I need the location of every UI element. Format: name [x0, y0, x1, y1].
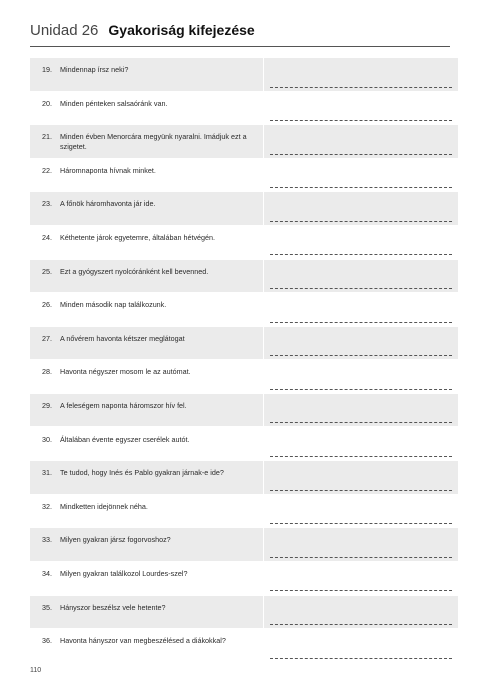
answer-area[interactable]: [263, 92, 458, 125]
exercise-number: 21.: [42, 132, 52, 142]
exercise-prompt: [30, 495, 263, 528]
answer-area[interactable]: [263, 327, 458, 360]
exercise-number: 29.: [42, 400, 52, 410]
answer-line: [270, 422, 452, 423]
answer-line: [270, 322, 452, 323]
answer-line: [270, 120, 452, 121]
exercise-prompt: [30, 58, 263, 91]
exercise-prompt: [30, 159, 263, 192]
exercise-row: [30, 293, 458, 326]
exercise-number: 32.: [42, 501, 52, 511]
exercise-sentence: Mindennap írsz neki?: [60, 65, 129, 74]
exercise-sentence: Te tudod, hogy Inés és Pablo gyakran járnak-e ide?: [60, 468, 224, 478]
answer-area[interactable]: [263, 293, 458, 326]
exercise-number: 20.: [42, 98, 52, 108]
exercise-row: [30, 159, 458, 192]
answer-area[interactable]: [263, 360, 458, 393]
exercise-sentence: Milyen gyakran jársz fogorvoshoz?: [60, 535, 171, 545]
answer-area[interactable]: [263, 596, 458, 629]
answer-line: [270, 187, 452, 188]
exercise-number: 28.: [42, 367, 52, 377]
answer-area[interactable]: [263, 428, 458, 461]
exercise-prompt: [30, 360, 263, 393]
exercise-row: [30, 562, 458, 595]
exercise-row: [30, 428, 458, 461]
exercise-list: [30, 58, 458, 663]
exercise-number: 23.: [42, 199, 52, 209]
exercise-prompt: [30, 125, 263, 158]
answer-area[interactable]: [263, 159, 458, 192]
answer-line: [270, 456, 452, 457]
exercise-sentence: Mindketten idejönnek néha.: [60, 501, 148, 511]
answer-area[interactable]: [263, 495, 458, 528]
exercise-sentence: Milyen gyakran találkozol Lourdes-szel?: [60, 568, 188, 578]
answer-line: [270, 624, 452, 625]
exercise-prompt: [30, 92, 263, 125]
answer-line: [270, 523, 452, 524]
answer-line: [270, 87, 452, 88]
exercise-row: [30, 528, 458, 561]
exercise-row: [30, 360, 458, 393]
answer-line: [270, 254, 452, 255]
exercise-number: 34.: [42, 568, 52, 578]
answer-area[interactable]: [263, 461, 458, 494]
exercise-sentence: Minden második nap találkozunk.: [60, 300, 167, 310]
exercise-sentence: Hányszor beszélsz vele hetente?: [60, 602, 166, 612]
answer-line: [270, 490, 452, 491]
page-header: [30, 22, 450, 47]
exercise-sentence: Havonta négyszer mosom le az autómat.: [60, 367, 191, 377]
answer-area[interactable]: [263, 629, 458, 662]
exercise-prompt: [30, 260, 263, 293]
exercise-prompt: [30, 226, 263, 259]
exercise-row: [30, 226, 458, 259]
exercise-number: 35.: [42, 602, 52, 612]
exercise-prompt: [30, 528, 263, 561]
exercise-number: 19.: [42, 65, 52, 74]
answer-line: [270, 389, 452, 390]
exercise-number: 36.: [42, 636, 52, 646]
answer-line: [270, 590, 452, 591]
page-number: 110: [30, 667, 42, 674]
answer-area[interactable]: [263, 562, 458, 595]
answer-area[interactable]: [263, 226, 458, 259]
exercise-row: [30, 327, 458, 360]
exercise-number: 25.: [42, 266, 52, 276]
exercise-sentence: Háromnaponta hívnak minket.: [60, 165, 156, 175]
answer-area[interactable]: [263, 192, 458, 225]
exercise-sentence: A feleségem naponta háromszor hív fel.: [60, 400, 187, 410]
exercise-row: [30, 394, 458, 427]
exercise-row: [30, 461, 458, 494]
exercise-number: 31.: [42, 468, 52, 478]
exercise-sentence: Általában évente egyszer cserélek autót.: [60, 434, 190, 444]
exercise-row: [30, 125, 458, 158]
answer-line: [270, 288, 452, 289]
unit-title: Gyakoriság kifejezése: [108, 22, 255, 38]
answer-line: [270, 221, 452, 222]
exercise-prompt: [30, 428, 263, 461]
exercise-row: [30, 260, 458, 293]
exercise-number: 33.: [42, 535, 52, 545]
exercise-prompt: [30, 327, 263, 360]
exercise-row: [30, 92, 458, 125]
exercise-prompt: [30, 596, 263, 629]
exercise-prompt: [30, 562, 263, 595]
unit-label: Unidad 26: [30, 22, 99, 39]
exercise-prompt: [30, 293, 263, 326]
answer-line: [270, 658, 452, 659]
exercise-sentence: Minden pénteken salsaóránk van.: [60, 98, 168, 108]
answer-area[interactable]: [263, 58, 458, 91]
exercise-number: 24.: [42, 232, 52, 242]
answer-area[interactable]: [263, 394, 458, 427]
exercise-sentence: Ezt a gyógyszert nyolcóránként kell bevenned.: [60, 266, 209, 276]
exercise-number: 30.: [42, 434, 52, 444]
exercise-prompt: [30, 192, 263, 225]
exercise-number: 22.: [42, 165, 52, 175]
exercise-prompt: [30, 461, 263, 494]
answer-area[interactable]: [263, 125, 458, 158]
exercise-row: [30, 495, 458, 528]
exercise-number: 26.: [42, 300, 52, 310]
exercise-sentence: A főnök háromhavonta jár ide.: [60, 199, 156, 209]
answer-line: [270, 154, 452, 155]
exercise-sentence: Minden évben Menorcára megyünk nyaralni. Imádjuk ezt a szigetet.: [60, 132, 247, 152]
answer-area[interactable]: [263, 260, 458, 293]
exercise-row: [30, 58, 458, 91]
exercise-prompt: [30, 394, 263, 427]
answer-area[interactable]: [263, 528, 458, 561]
exercise-number: 27.: [42, 333, 52, 343]
exercise-prompt: [30, 629, 263, 662]
exercise-row: [30, 192, 458, 225]
exercise-sentence: A nővérem havonta kétszer meglátogat: [60, 333, 185, 343]
exercise-row: [30, 596, 458, 629]
answer-line: [270, 355, 452, 356]
exercise-sentence: Kéthetente járok egyetemre, általában hétvégén.: [60, 232, 216, 242]
exercise-sentence: Havonta hányszor van megbeszélésed a diákokkal?: [60, 636, 226, 646]
answer-line: [270, 557, 452, 558]
exercise-row: [30, 629, 458, 662]
